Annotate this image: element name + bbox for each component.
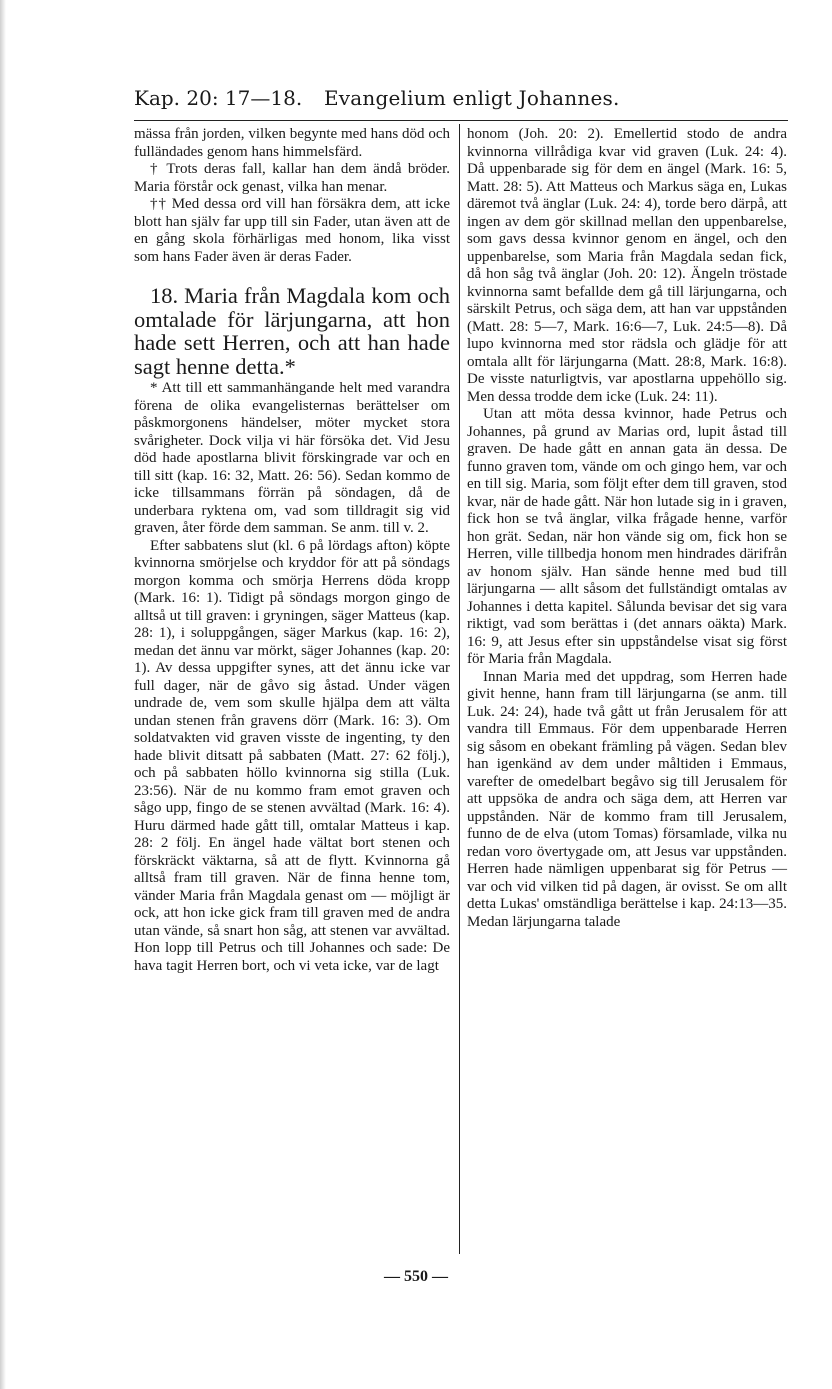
verse-18 [134, 284, 450, 378]
verse-number: 18. [150, 283, 179, 308]
right-column [467, 126, 787, 931]
continued-paragraph: mässa från jorden, vilken begynte med hans död och fulländades genom hans himmelsfärd. [134, 126, 450, 160]
chapter-reference: Kap. 20: 17—18. [134, 86, 303, 110]
commentary-paragraph: honom (Joh. 20: 2). Emellertid stodo de andra kvinnorna villrådiga kvar vid graven (Luk. 24: 4). Då uppenbarade sig för dem en ängel (Mark. 16: 5, Matt. 28: 5). Att Matteus och Markus säga en, Lukas däremot två änglar (Luk. 24: 4), torde bero därpå, att ingen av dem gör skillnad mellan den uppenbarelse, som gavs dessa kvinnor genom en ängel, och den uppenbarelse, som Maria från Magdala sedan fick, då hon såg två änglar (Joh. 20: 12). Ängeln tröstade kvinnorna samt befallde dem gå till lärjungarna, och särskilt Petrus, och säga dem, att han var uppstånden (Matt. 28: 5—7, Mark. 16:6—7, Luk. 24:5—8). Då lupo kvinnorna med stor rädsla och glädje för att omtala allt för lärjungarna (Matt. 28:8, Mark. 16:8). De visste naturligtvis, var apostlarna uppehöllo sig. Men dessa trodde dem icke (Luk. 24: 11). [467, 126, 787, 405]
page-header [134, 86, 786, 116]
header-rule [134, 120, 788, 121]
footnote-double-dagger: †† Med dessa ord vill han försäkra dem, att icke blott han själv far upp till sin Fader, utan även att de en gång skola förhärligas med honom, lika visst som hans Fader även är deras Fader. [134, 196, 450, 265]
column-divider [459, 124, 460, 1254]
commentary-paragraph: Efter sabbatens slut (kl. 6 på lördags afton) köpte kvinnorna smörjelse och kryddor för att på söndags morgon komma och smörja Herrens döda kropp (Mark. 16: 1). Tidigt på söndags morgon gingo de alltså ut till graven: i gryningen, säger Matteus (kap. 28: 1), i soluppgången, säger Markus (kap. 16: 2), medan det ännu var mörkt, säger Johannes (kap. 20: 1). Av dessa uppgifter synes, att det ännu icke var full dager, när de gåvo sig åstad. Under vägen undrade de, vem som skulle hjälpa dem att välta undan stenen från gravens dörr (Mark. 16: 3). Om soldatvakten vid graven visste de ingenting, ty den hade blivit ditsatt på sabbaten (Matt. 27: 62 följ.), och på sabbaten höllo kvinnorna sig stilla (Luk. 23:56). När de nu kommo fram emot graven och sågo upp, fingo de se stenen avvältad (Mark. 16: 4). Huru därmed hade gått till, omtalar Matteus i kap. 28: 2 följ. En ängel hade vältat bort stenen och förskräckt väktarna, så att de flytt. Kvinnorna gå alltså fram till graven. När de finna henne tom, vänder Maria från Magdala genast om — möjligt är ock, att hon icke gick fram till graven med de andra utan vände, så snart hon såg, att stenen var avvältad. Hon lopp till Petrus och till Johannes och sade: De hava tagit Herren bort, och vi veta icke, var de lagt [134, 537, 450, 974]
page-number: — 550 — [384, 1268, 448, 1285]
commentary-paragraph: Innan Maria med det uppdrag, som Herren hade givit henne, hann fram till lärjungarna (se anm. till Luk. 24: 24), hade två gått ut från Jerusalem för att vandra till Emmaus. För dem uppenbarade Herren sig såsom en obekant främling på vägen. Sedan blev han igenkänd av dem under måltiden i Emmaus, varefter de omedelbart begåvo sig till Jerusalem för att uppsöka de andra och säga dem, att Herren var uppstånden. När de kommo fram till Jerusalem, funno de de elva (utom Tomas) församlade, vilka nu redan voro övertygade om, att Jesus var uppstånden. Herren hade nämligen uppenbarat sig för Petrus — var och vid vilken tid på dagen, är ovisst. Se om allt detta Lukas' omständliga berättelse i kap. 24:13—35. Medan lärjungarna talade [467, 668, 787, 930]
footnote-dagger: † Trots deras fall, kallar han dem ändå bröder. Maria förstår ock genast, vilka han menar. [134, 161, 450, 195]
running-title: Evangelium enligt Johannes. [324, 86, 620, 110]
footnote-star: * Att till ett sammanhängande helt med varandra förena de olika evangelisternas berättelser om påskmorgonens händelser, möter mycket stora svårigheter. Dock vilja vi här försöka det. Vid Jesu död hade apostlarna blivit förskingrade var och en till sitt (kap. 16: 32, Matt. 26: 56). Sedan kommo de icke tillsammans förrän på söndagen, då de underbara ryktena om, vad som tilldragit sig vid graven, åter förde dem samman. Se anm. till v. 2. [134, 380, 450, 536]
page-edge-shadow [0, 0, 6, 1389]
verse-text: Maria från Magdala kom och omtalade för lärjungarna, att hon hade sett Herren, och att han hade sagt henne detta.* [134, 283, 450, 379]
commentary-paragraph: Utan att möta dessa kvinnor, hade Petrus och Johannes, på grund av Marias ord, lupit åstad till graven. De hade gått en annan gata än dessa. De funno graven tom, vände om och gingo hem, var och en till sig. Maria, som följt efter dem till graven, stod kvar, när de hade gått. När hon lutade sig in i graven, fick hon se två änglar, vilka frågade henne, varför hon grät. Sedan, när hon vände sig om, fick hon se Herren, ville tillbedja honom men hindrades därifrån av honom själv. Han sände henne med bud till lärjungarna — allt såsom det fullständigt omtalas av Johannes i detta kapitel. Sålunda bevisar det sig vara riktigt, vad som berättas i (det annars oäkta) Mark. 16: 9, att Jesus efter sin uppståndelse visat sig först för Maria från Magdala. [467, 406, 787, 667]
left-column [134, 126, 450, 975]
